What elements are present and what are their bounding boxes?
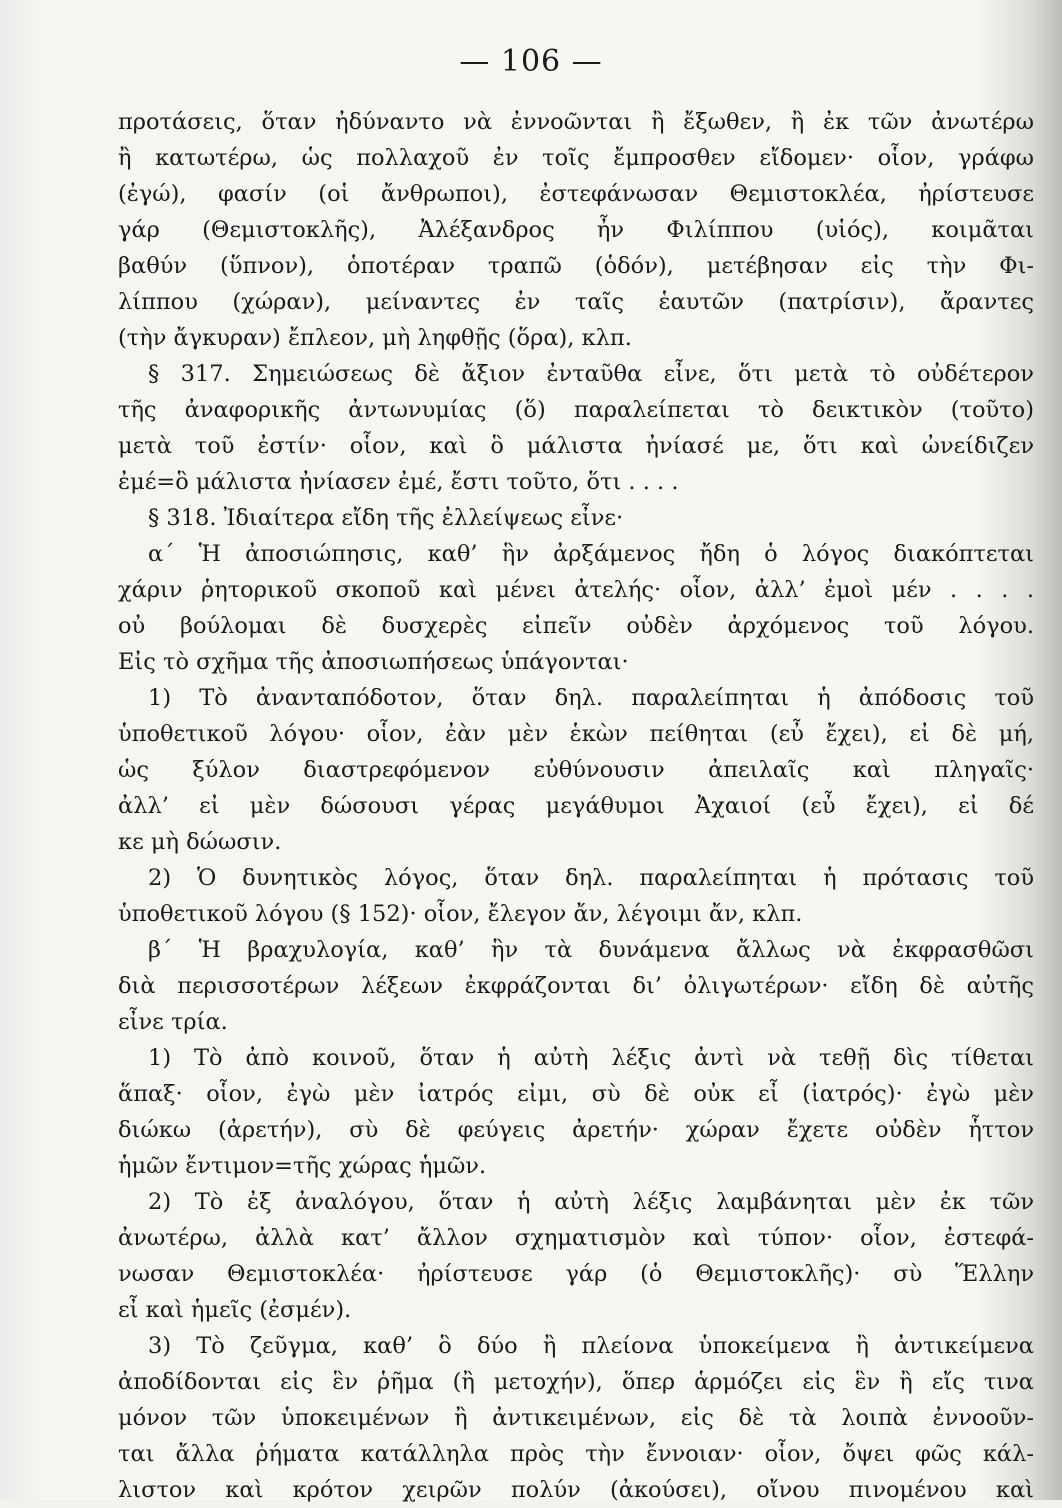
body-text [118, 104, 1034, 1508]
text-line: ὑποθετικοῦ λόγου· οἷον, ἐὰν μὲν ἑκὼν πείθηται (εὖ ἔχει), εἰ δὲ μή, [118, 721, 1034, 747]
text-line: διώκω (ἀρετήν), σὺ δὲ φεύγεις ἀρετήν· χώραν ἔχετε οὐδὲν ἧττον [118, 1117, 1034, 1143]
text-line: βαθύν (ὕπνον), ὁποτέραν τραπῶ (ὁδόν), μετέβησαν εἰς τὴν Φι- [118, 253, 1034, 279]
text-line: ἀλλ’ εἰ μὲν δώσουσι γέρας μεγάθυμοι Ἀχαιοί (εὖ ἔχει), εἰ δέ [118, 793, 1034, 819]
text-line: εἶ καὶ ἡμεῖς (ἐσμέν). [118, 1297, 352, 1323]
text-line: (ἐγώ), φασίν (οἱ ἄνθρωποι), ἐστεφάνωσαν Θεμιστοκλέα, ἠρίστευσε [118, 181, 1034, 207]
text-line: ἐμέ=ὃ μάλιστα ἠνίασεν ἐμέ, ἔστι τοῦτο, ὅτι . . . . [118, 469, 679, 495]
text-line: μετὰ τοῦ ἐστίν· οἷον, καὶ ὃ μάλιστα ἠνίασέ με, ὅτι καὶ ὠνείδιζεν [118, 433, 1034, 459]
text-line: ἅπαξ· οἷον, ἐγὼ μὲν ἰατρός εἰμι, σὺ δὲ οὐκ εἶ (ἰατρός)· ἐγὼ μὲν [118, 1081, 1034, 1107]
list-item-line: 2) Ὁ δυνητικὸς λόγος, ὅταν δηλ. παραλείπηται ἡ πρότασις τοῦ [148, 865, 1034, 891]
text-line: νωσαν Θεμιστοκλέα· ἠρίστευσε γάρ (ὁ Θεμιστοκλῆς)· σὺ Ἕλλην [118, 1261, 1034, 1287]
text-line: ἢ κατωτέρω, ὡς πολλαχοῦ ἐν τοῖς ἔμπροσθεν εἴδομεν· οἷον, γράφω [118, 145, 1034, 171]
section-317-heading-line: § 317. Σημειώσεως δὲ ἄξιον ἐνταῦθα εἶνε, ὅτι μετὰ τὸ οὐδέτερον [148, 361, 1034, 387]
list-item-line: 1) Τὸ ἀπὸ κοινοῦ, ὅταν ἡ αὐτὴ λέξις ἀντὶ νὰ τεθῇ δὶς τίθεται [148, 1045, 1034, 1071]
text-line: οὐ βούλομαι δὲ δυσχερὲς εἰπεῖν οὐδὲν ἀρχόμενος τοῦ λόγου. [118, 613, 1034, 639]
text-line: ἡμῶν ἔντιμον=τῆς χώρας ἡμῶν. [118, 1153, 487, 1179]
text-line: διὰ περισσοτέρων λέξεων ἐκφράζονται δι’ ὀλιγωτέρων· εἴδη δὲ αὐτῆς [118, 973, 1034, 999]
text-line: κε μὴ δώωσιν. [118, 829, 282, 855]
text-line: ὡς ξύλον διαστρεφόμενον εὐθύνουσιν ἀπειλαῖς καὶ πληγαῖς· [118, 757, 1034, 783]
text-line: ἀνωτέρω, ἀλλὰ κατ’ ἄλλον σχηματισμὸν καὶ τύπον· οἷον, ἐστεφά- [118, 1225, 1034, 1251]
text-line: τῆς ἀναφορικῆς ἀντωνυμίας (ὅ) παραλείπεται τὸ δεικτικὸν (τοῦτο) [118, 397, 1034, 423]
text-line: λιστον καὶ κρότον χειρῶν πολύν (ἀκούσει), οἴνου πινομένου καὶ [118, 1477, 1034, 1503]
list-item-line: 2) Τὸ ἐξ ἀναλόγου, ὅταν ἡ αὐτὴ λέξις λαμβάνηται μὲν ἐκ τῶν [148, 1189, 1034, 1215]
text-line: εἶνε τρία. [118, 1009, 228, 1035]
text-line: ται ἄλλα ῥήματα κατάλληλα πρὸς τὴν ἔννοιαν· οἷον, ὄψει φῶς κάλ- [118, 1441, 1034, 1467]
list-item-line: 3) Τὸ ζεῦγμα, καθ’ ὃ δύο ἢ πλείονα ὑποκείμενα ἢ ἀντικείμενα [148, 1333, 1034, 1359]
text-line: Εἰς τὸ σχῆμα τῆς ἀποσιωπήσεως ὑπάγονται· [118, 649, 629, 675]
subsection-alpha-line: α΄ Ἡ ἀποσιώπησις, καθ’ ἣν ἀρξάμενος ἤδη ὁ λόγος διακόπτεται [148, 541, 1034, 567]
section-318-heading-line: § 318. Ἰδιαίτερα εἴδη τῆς ἐλλείψεως εἶνε· [148, 505, 624, 531]
text-line: μόνον τῶν ὑποκειμένων ἢ ἀντικειμένων, εἰς δὲ τὰ λοιπὰ ἐννοοῦν- [118, 1405, 1034, 1431]
text-line: (τὴν ἄγκυραν) ἔπλεον, μὴ ληφθῇς (ὅρα), κλπ. [118, 325, 632, 351]
list-item-line: 1) Τὸ ἀνανταπόδοτον, ὅταν δηλ. παραλείπηται ἡ ἀπόδοσις τοῦ [148, 685, 1034, 711]
text-line: χάριν ῥητορικοῦ σκοποῦ καὶ μένει ἀτελής· οἷον, ἀλλ’ ἐμοὶ μέν . . . . [118, 577, 1034, 603]
text-line: γάρ (Θεμιστοκλῆς), Ἀλέξανδρος ἦν Φιλίππου (υἱός), κοιμᾶται [118, 217, 1034, 243]
text-line: λίππου (χώραν), μείναντες ἐν ταῖς ἑαυτῶν (πατρίσιν), ἄραντες [118, 289, 1034, 315]
text-line: ἀποδίδονται εἰς ἓν ῥῆμα (ἢ μετοχήν), ὅπερ ἁρμόζει εἰς ἓν ἢ εἴς τινα [118, 1369, 1034, 1395]
text-line: προτάσεις, ὅταν ἠδύναντο νὰ ἐννοῶνται ἢ ἔξωθεν, ἢ ἐκ τῶν ἀνωτέρω [118, 109, 1034, 135]
text-line: ὑποθετικοῦ λόγου (§ 152)· οἷον, ἔλεγον ἄν, λέγοιμι ἄν, κλπ. [118, 901, 803, 927]
subsection-beta-line: β΄ Ἡ βραχυλογία, καθ’ ἣν τὰ δυνάμενα ἄλλως νὰ ἐκφρασθῶσι [148, 937, 1034, 963]
page-number: — 106 — [459, 44, 603, 79]
